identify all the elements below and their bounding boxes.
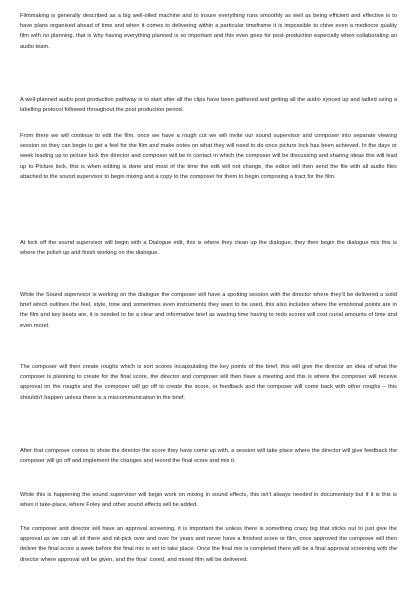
paragraph-sound-effects: While this is happening the sound supervisor will begin work on mixing in sound effects, this isn't always needed in documentary but if it is this is when it take-place, where Foley and other sound effects will be added. [20, 492, 397, 509]
paragraph-audio-pathway: A well-planned audio post production pathway is to start after all the clips have been gathered and getting all the audio synced up and ladled using a labelling protocol followed throughout the post production period. [20, 97, 397, 114]
paragraph-dialogue-edit: At lock off the sound supervisor will begin with a Dialogue edit, this is where they clean up the dialogue, they then begin the dialogue mix this is where the polish up and finish working on the dialogue. [20, 240, 397, 257]
paragraph-composer-roughs: The composer will then create roughs which is sort scores incapsulating the key points of the brief, this will give the director an idea of what the composer is planning to create for the final score, the director and composer will then have a meeting and this is where the composer will receive approval on the roughs and the composer will go off to create the score, or feedback and the composer will come back with other roughs – this shouldn't happen unless there is a miscommunication in the brief. [20, 364, 397, 401]
paragraph-filmmaking-planning: Filmmaking is generally described as a big well-oiled machine and to insure everything runs smoothly as well as being efficient and effective is to have plans organised ahead of time and when it comes to delivering within a particular timeframe it is impossible to chive even a mediocre quality film with no planning, that is why having everything planned is so important and this even goes for post-production especially when collaborating an audio team. [20, 13, 397, 50]
paragraph-rough-cut-picture-lock: From there we will continue to edit the film, once we have a rough cut we will invite our sound supervisor and composer into separate viewing session so they can begin to get a feel for the film and make notes on what they will need to do once picture lock has been achieved. In the days or week leading up to picture lock the director and composer will be in contact in which the composer will be discussing and sharing ideas this will lead up to Picture lock, this is when editing is done and most of the time the edit will not change, the editor will then send the file with all audio files attached to the sound supervisor to begin mixing and a copy to the composer for them to begin composing a tract for the film. [20, 133, 397, 180]
paragraph-approval-screening: The composer and director will have an approval screening, it is important the unless there is something crazy big that sticks out to just give the approval as we can all sit there and nit-pick over and over for years and never have a finished score or film, once approved the composer will then deliver the final score a week before the final mix is set to take place. Once the final mix is completed there will be a final approval screening with the director where approval will be given, and the final :cored, and mixed film will be delivered. [20, 526, 397, 563]
paragraph-spotting-session: While the Sound supervisor is working on the dialogue the composer will have a spotting session with the director where they'll be delivered a solid brief which outlines the feel, style, tone and sometimes even instruments they want to be used, this also includes where the emotional points are in the film and key beats are, it is needed to be a clear and informative brief as wasting time having to redo scores will cost curial amounts of time and even morel. [20, 292, 397, 329]
paragraph-score-feedback: After that composer comes to show the director the score they have come up with, a session will take place where the director will give feedback the composer will go off and implement the changes and record the final score and mix it. [20, 448, 397, 465]
